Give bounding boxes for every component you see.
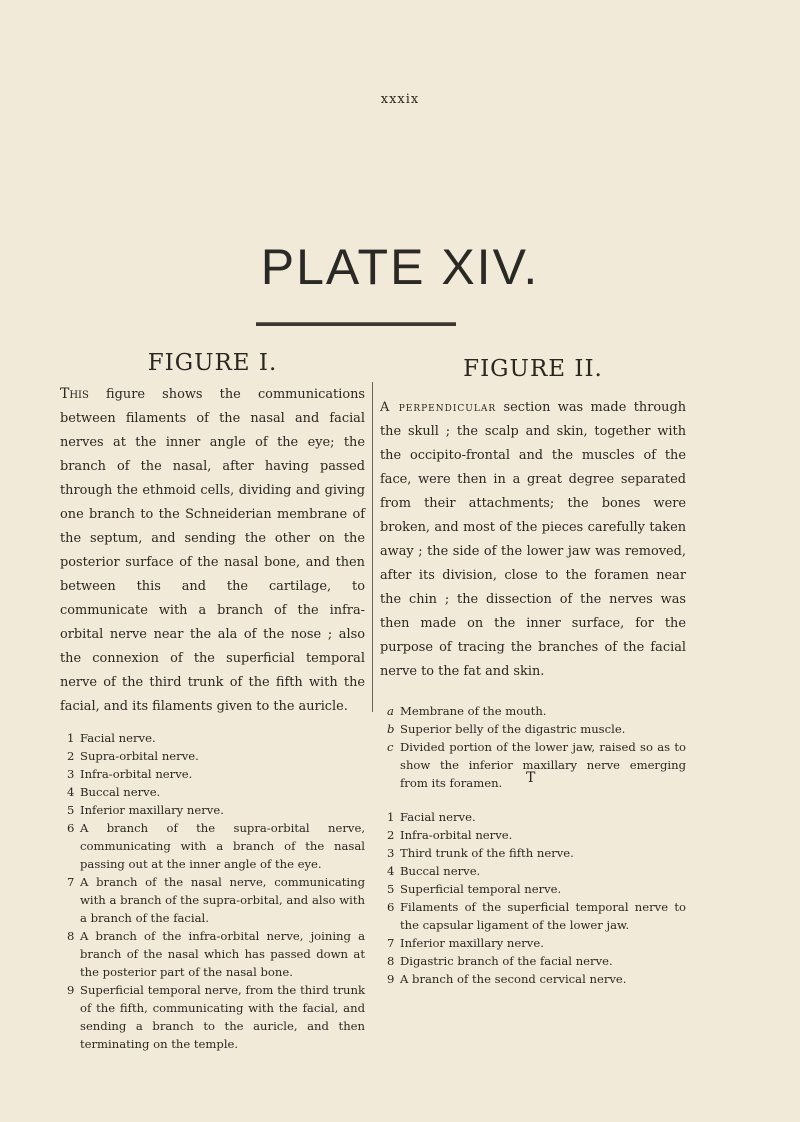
legend-item	[60, 873, 365, 927]
legend-text: Filaments of the superficial temporal nerve to the capsular ligament of the lower jaw.	[400, 900, 686, 932]
legend-item	[380, 720, 686, 738]
legend-number: 2	[387, 828, 395, 842]
legend-text: Third trunk of the fifth nerve.	[400, 846, 574, 860]
legend-text: Facial nerve.	[400, 810, 476, 824]
figure-2-column	[380, 350, 686, 988]
figure-1-legend	[60, 729, 365, 1053]
column-divider	[372, 382, 373, 712]
legend-number: 8	[67, 929, 75, 943]
legend-item	[380, 898, 686, 934]
legend-item	[380, 952, 686, 970]
figure-1-column	[60, 350, 365, 1053]
legend-text: Inferior maxillary nerve.	[400, 936, 544, 950]
legend-number: 3	[387, 846, 395, 860]
figure-1-description-text: figure shows the communications between filaments of the nasal and facial nerves at the inner angle of the eye; the branch of the nasal, after having passed through the ethmoid cells, dividing and giving one branch to the Schneiderian membrane of the septum, and sending the other on the posterior surface of the nasal bone, and then between this and the cartilage, to communicate with a branch of the infra-orbital nerve near the ala of the nose ; also the connexion of the superficial temporal nerve of the third trunk of the fifth with the facial, and its filaments given to the auricle.	[60, 387, 365, 714]
figure-2-title: FIGURE II.	[463, 356, 603, 382]
legend-item	[60, 927, 365, 981]
legend-item	[380, 702, 686, 720]
legend-number: 4	[67, 785, 75, 799]
legend-number: 7	[67, 875, 75, 889]
legend-number: 8	[387, 954, 395, 968]
legend-item	[380, 808, 686, 826]
legend-number: 1	[387, 810, 395, 824]
legend-number: 9	[387, 972, 395, 986]
legend-text: Digastric branch of the facial nerve.	[400, 954, 613, 968]
legend-item	[60, 981, 365, 1053]
legend-text: Buccal nerve.	[80, 785, 161, 799]
legend-number: 6	[67, 821, 75, 835]
legend-text: Superior belly of the digastric muscle.	[400, 722, 626, 736]
figure-1-lead-word: This	[60, 386, 89, 402]
legend-item	[60, 801, 365, 819]
legend-number: 7	[387, 936, 395, 950]
legend-letter: c	[387, 740, 394, 754]
legend-letter: a	[387, 704, 394, 718]
legend-text: Membrane of the mouth.	[400, 704, 547, 718]
legend-text: Buccal nerve.	[400, 864, 481, 878]
legend-text: Infra-orbital nerve.	[80, 767, 193, 781]
legend-text: Facial nerve.	[80, 731, 156, 745]
legend-number: 4	[387, 864, 395, 878]
legend-item	[60, 729, 365, 747]
legend-text: A branch of the supra-orbital nerve, communicating with a branch of the nasal passing out at the inner angle of the eye.	[80, 821, 365, 871]
legend-number: 2	[67, 749, 75, 763]
legend-item	[60, 765, 365, 783]
legend-number: 5	[67, 803, 75, 817]
legend-number: 3	[67, 767, 75, 781]
legend-text: A branch of the infra-orbital nerve, joining a branch of the nasal which has passed down at the posterior part of the nasal bone.	[80, 929, 365, 979]
figure-2-number-legend	[380, 808, 686, 988]
plate-title: PLATE XIV.	[260, 239, 540, 295]
legend-text: A branch of the nasal nerve, communicating with a branch of the supra-orbital, and also with a branch of the facial.	[80, 875, 365, 925]
legend-text: Infra-orbital nerve.	[400, 828, 513, 842]
legend-text: Superficial temporal nerve, from the third trunk of the fifth, communicating with the facial, and sending a branch to the auricle, and then terminating on the temple.	[80, 983, 365, 1051]
figure-1-title: FIGURE I.	[147, 350, 278, 376]
legend-text: Supra-orbital nerve.	[80, 749, 199, 763]
legend-text: A branch of the second cervical nerve.	[400, 972, 627, 986]
legend-item	[380, 970, 686, 988]
legend-number: 6	[387, 900, 395, 914]
figure-1-description	[60, 382, 365, 719]
figure-2-lead-words: A perpendicular	[380, 400, 497, 415]
legend-item	[60, 747, 365, 765]
legend-number: 5	[387, 882, 395, 896]
legend-item	[380, 826, 686, 844]
figure-2-description-text: section was made through the skull ; the scalp and skin, together with the occipito-frontal and the muscles of the face, were then in a great degree separated from their attachments; the bones were broken, and most of the pieces carefully taken away ; the side of the lower jaw was removed, after its division, close to the foramen near the chin ; the dissection of the nerves was then made on the inner surface, for the purpose of tracing the branches of the facial nerve to the fat and skin.	[380, 400, 686, 679]
legend-item	[380, 862, 686, 880]
signature-mark: T	[526, 770, 536, 786]
legend-letter: b	[387, 722, 395, 736]
legend-item	[380, 844, 686, 862]
legend-number: 1	[67, 731, 75, 745]
legend-item	[60, 783, 365, 801]
legend-text: Inferior maxillary nerve.	[80, 803, 224, 817]
legend-number: 9	[67, 983, 75, 997]
legend-item	[380, 934, 686, 952]
legend-text: Divided portion of the lower jaw, raised so as to show the inferior maxillary nerve emerging from its foramen.	[400, 740, 686, 790]
title-rule	[256, 322, 456, 326]
legend-text: Superficial temporal nerve.	[400, 882, 562, 896]
legend-item	[60, 819, 365, 873]
page-number: xxxix	[380, 92, 420, 107]
figure-2-description	[380, 396, 686, 684]
legend-item	[380, 880, 686, 898]
